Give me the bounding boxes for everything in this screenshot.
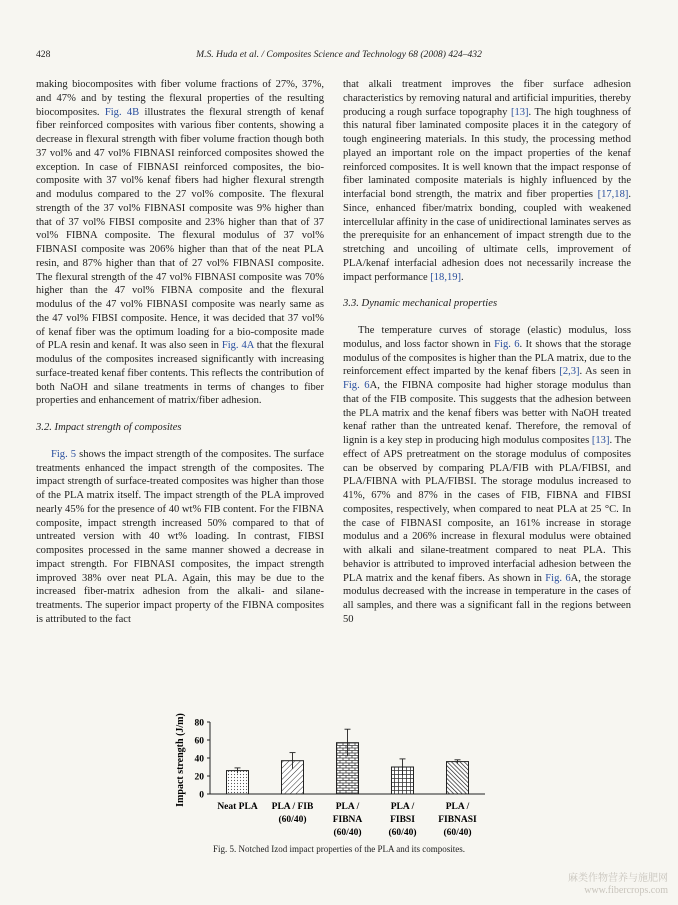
right-column [343, 78, 631, 627]
y-axis-label: Impact strength (J/m) [175, 713, 186, 807]
x-tick-label-line: FIBNA [332, 815, 363, 825]
text-run: A, the FIBNA composite had higher storage modulus than that of the FIB composite. This suggests that the adhesion between the PLA matrix and the kenaf fibers was better with NaOH treated kenaf rather than the untreated kenaf. Therefore, the removal of lignin is a key step in producing high modulus composites [343, 380, 631, 446]
section-heading-impact-strength: 3.2. Impact strength of composites [36, 422, 182, 433]
watermark [568, 873, 668, 897]
x-tick-label-line: PLA / [335, 802, 360, 812]
text-run: . It shows that the storage modulus of the composites is higher than the PLA matrix, due to the reinforcement effect imparted by the kenaf fibers [343, 338, 631, 378]
paragraph [343, 78, 631, 284]
figure-caption: Fig. 5. Notched Izod impact properties of the PLA and its composites. [213, 844, 465, 854]
impact-strength-chart [170, 710, 510, 840]
reference-link[interactable]: [13] [510, 106, 529, 118]
x-tick-label-line: (60/40) [388, 828, 417, 838]
y-tick-label: 60 [194, 736, 204, 747]
reference-link[interactable]: Fig. 6 [343, 380, 370, 391]
x-tick-label [389, 802, 417, 838]
x-tick-label [272, 802, 314, 825]
bar [447, 762, 469, 794]
text-run: making biocomposites with fiber volume fractions of 27%, 37%, and 47% and by testing the flexural properties of the resulting biocomposites. [36, 79, 324, 118]
text-run: The temperature curves of storage (elastic) modulus, loss modulus, and loss factor shown in [343, 325, 631, 350]
x-tick-label-line: PLA / [390, 802, 415, 812]
text-run: shows the impact strength of the composites. The surface treatments enhanced the impact strength of the composites. The impact strength of surface-treated composites was higher than those of the PLA matrix itself. The impact strength of the PLA improved nearly 45% for the presence of 40 wt% FIB content. For the FIBNA composite, impact strength increased 50% compared to that of untreated version with 40 wt% loading. In contrast, FIBSI composites processed in the same manner showed a decrease in impact strength. For FIBNASI composites, the impact strength improved 38% over neat PLA. Again, this may be due to the increased fiber-matrix adhesion from the alkali- and silane-treatments. The superior impact property of the FIBNA composites is attributed to the fact [36, 448, 324, 625]
figure-5 [170, 710, 510, 850]
y-tick-label: 40 [194, 754, 204, 765]
x-tick-label-line: FIBNASI [438, 815, 477, 825]
running-title: M.S. Huda et al. / Composites Science and Technology 68 (2008) 424–432 [196, 49, 482, 60]
page-number: 428 [36, 49, 51, 60]
reference-link[interactable]: [18,19] [430, 271, 462, 283]
reference-link[interactable]: Fig. 4B [104, 106, 140, 118]
watermark-line: www.fibercrops.com [584, 885, 668, 896]
reference-link[interactable]: [2,3] [559, 366, 580, 378]
reference-link[interactable]: Fig. 6 [494, 338, 520, 350]
text-run: . Since, enhanced fiber/matrix bonding, coupled with weakened intercellular affinity in the case of unidirectional laminates serves as the prerequisite for an enhancement of impact strength due to the stretching and uncoiling of ultimate cells, improvement of PLA/kenaf interfacial adhesion does not necessarily increase the impact performance [343, 189, 631, 283]
text-run: that alkali treatment improves the fiber surface adhesion characteristics by removing natural and artificial impurities, thereby producing a rough surface topography [343, 79, 631, 118]
x-tick-label-line: (60/40) [443, 828, 472, 838]
reference-link[interactable]: [17,18] [597, 189, 629, 200]
x-tick-label [333, 802, 363, 838]
watermark-line: 麻类作物营养与施肥网 [568, 873, 668, 884]
x-tick-label [438, 802, 477, 838]
y-tick-label: 80 [194, 718, 204, 729]
left-column [36, 78, 324, 627]
reference-link[interactable]: Fig. 5 [51, 448, 77, 460]
x-tick-label-line: FIBSI [390, 815, 415, 825]
x-tick-label [217, 802, 258, 812]
text-run: that the flexural modulus of the composites increased significantly with increasing surface-treated kenaf fiber contents. This reflects the contribution of both NaOH and silane treatments in terms of changes to fiber properties and enhancement of matrix/fiber adhesion. [36, 340, 325, 407]
x-tick-label-line: PLA / [445, 802, 470, 812]
y-tick-label: 0 [199, 790, 204, 801]
text-run: . As seen in [579, 366, 631, 378]
paragraph [36, 78, 324, 408]
reference-link[interactable]: [13] [591, 435, 610, 446]
x-tick-label-line: PLA / FIB [271, 802, 314, 812]
reference-link[interactable]: Fig. 6 [545, 572, 571, 584]
text-run: illustrates the flexural strength of kenaf fiber reinforced composites with various fiber contents, showing a decrease in flexural strength with fiber volume fraction though both 37 vol% and 47 vol% FIBNASI reinforced composites showed the exception. In case of FIBNASI reinforced composites, the bio-composite with 37 vol% kenaf fibers had higher flexural strength and modulus compared to the 27 vol% composite. The flexural strength of the 37 vol% FIBNASI composite was 9% higher than that of 37 vol% FIBSI composite and 23% higher than that of 37 vol% FIBNA composite. The flexural modulus of 37 vol% FIBNASI composite was 206% higher than that of the neat PLA resin, and 87% higher than that of 27 vol% FIBNASI composite. The flexural strength of the 47 vol% FIBNASI composite was 70% higher than the 47 vol% FIBNA composite and the flexural modulus of the 47 vol% FIBNASI composite was nearly same as the 47 vol% FIBSI composite. Hence, it was decided that 37 vol% of kenaf fiber was the optimum loading for a bio-composite made of PLA resin and kenaf. It was also seen in [36, 106, 324, 352]
x-tick-label-line: Neat PLA [217, 802, 258, 812]
section-heading-dynamic-mechanical: 3.3. Dynamic mechanical properties [343, 298, 498, 310]
text-run: . The effect of APS pretreatment on the storage modulus of composites can be observed by comparing PLA/FIB with PLA/FIBSI, and PLA/FIBNA with PLA/FIBSI. The storage modulus increased to 41%, 67% and 87% in the cases of FIB, FIBNA and FIBSI composites, respectively, when compared to neat PLA at 25 °C. In the case of FIBNASI composite, an 161% increase in storage modulus and a 206% increase in flexural modulus were obtained with alkali and silane-treatment compared to neat PLA. This behavior is attributed to improved interfacial adhesion between the PLA matrix and the kenaf fibers. As shown in [343, 435, 631, 584]
paragraph [343, 324, 631, 627]
page-header [36, 49, 642, 63]
text-run: A, the storage modulus decreased with the increase in temperature in the cases of all samples, and there was a significant fall in the regions between 50 [343, 572, 631, 625]
reference-link[interactable]: Fig. 4A [221, 340, 254, 352]
text-run: . The high toughness of this natural fiber laminated composite places it in the category of tough engineering materials. In this study, the processing method played an important role on the impact properties of the kenaf reinforced composites. It is well known that the impact response of fiber laminated composite materials is highly influenced by the interfacial bond strength, the matrix and fiber properties [343, 106, 631, 200]
x-tick-label-line: (60/40) [333, 828, 362, 838]
x-tick-label-line: (60/40) [278, 815, 307, 825]
y-tick-label: 20 [194, 772, 204, 783]
paragraph [36, 448, 324, 627]
bar [227, 771, 249, 794]
text-run: . [461, 271, 464, 283]
